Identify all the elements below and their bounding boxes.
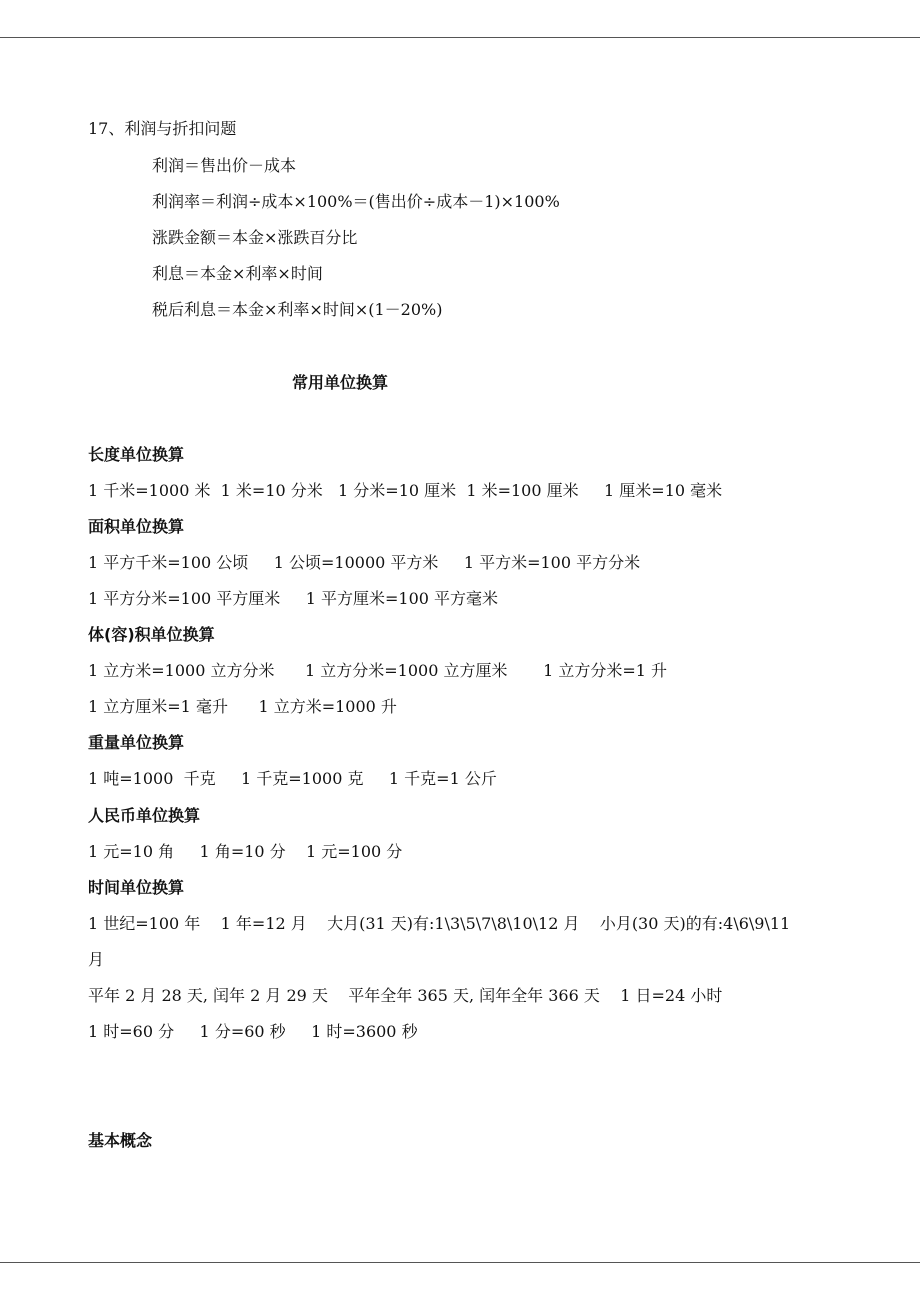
time-line-3: 1 时=60 分 1 分=60 秒 1 时=3600 秒: [88, 1022, 418, 1041]
volume-line-2: 1 立方厘米=1 毫升 1 立方米=1000 升: [88, 697, 397, 716]
units-title: 常用单位换算: [292, 373, 389, 392]
area-line-1: 1 平方千米=100 公顷 1 公顷=10000 平方米 1 平方米=100 平方分米: [88, 553, 641, 572]
basic-concepts-heading: 基本概念: [88, 1131, 153, 1150]
rmb-heading: 人民币单位换算: [88, 806, 201, 825]
section-17-heading: 17、利润与折扣问题: [88, 119, 237, 138]
time-line-1-wrap: 月: [88, 950, 105, 969]
time-line-2: 平年 2 月 28 天, 闰年 2 月 29 天 平年全年 365 天, 闰年全年 366 天 1 日=24 小时: [88, 986, 723, 1005]
volume-heading: 体(容)积单位换算: [88, 625, 215, 644]
length-heading: 长度单位换算: [88, 445, 185, 464]
formula-after-tax-interest: 税后利息＝本金×利率×时间×(1－20%): [152, 300, 443, 319]
header-rule: [0, 37, 920, 38]
area-line-2: 1 平方分米=100 平方厘米 1 平方厘米=100 平方毫米: [88, 589, 499, 608]
time-heading: 时间单位换算: [88, 878, 185, 897]
weight-line-1: 1 吨=1000 千克 1 千克=1000 克 1 千克=1 公斤: [88, 769, 497, 788]
formula-profit: 利润＝售出价－成本: [152, 156, 297, 175]
formula-change-amount: 涨跌金额＝本金×涨跌百分比: [152, 228, 358, 247]
weight-heading: 重量单位换算: [88, 733, 185, 752]
length-line-1: 1 千米=1000 米 1 米=10 分米 1 分米=10 厘米 1 米=100 厘米 1 厘米=10 毫米: [88, 481, 723, 500]
formula-interest: 利息＝本金×利率×时间: [152, 264, 323, 283]
volume-line-1: 1 立方米=1000 立方分米 1 立方分米=1000 立方厘米 1 立方分米=1 升: [88, 661, 668, 680]
area-heading: 面积单位换算: [88, 517, 185, 536]
footer-rule: [0, 1262, 920, 1263]
time-line-1: 1 世纪=100 年 1 年=12 月 大月(31 天)有:1\3\5\7\8\10\12 月 小月(30 天)的有:4\6\9\11: [88, 914, 791, 933]
rmb-line-1: 1 元=10 角 1 角=10 分 1 元=100 分: [88, 842, 403, 861]
formula-profit-rate: 利润率＝利润÷成本×100%＝(售出价÷成本－1)×100%: [152, 192, 560, 211]
